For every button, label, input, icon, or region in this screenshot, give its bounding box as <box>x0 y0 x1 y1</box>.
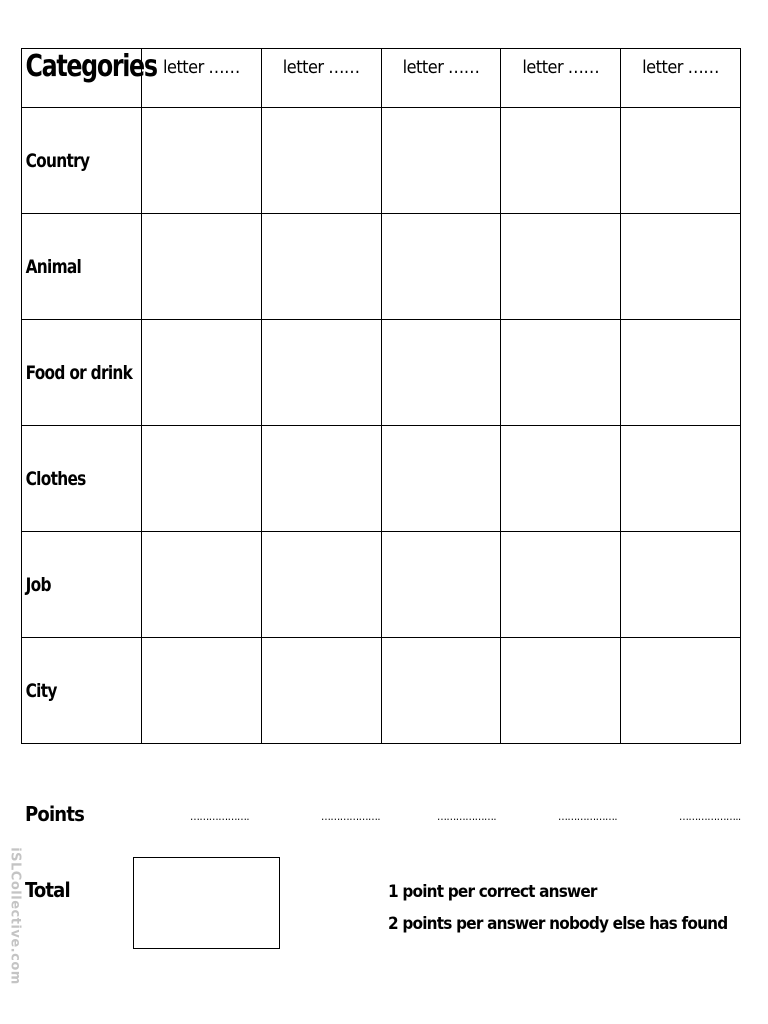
letter-column-header: letter …… <box>261 49 381 108</box>
answer-cell[interactable] <box>621 426 741 532</box>
answer-cell[interactable] <box>621 214 741 320</box>
categories-table <box>21 48 741 744</box>
answer-cell[interactable] <box>381 532 501 638</box>
total-label: Total <box>25 878 70 902</box>
table-row <box>22 638 741 744</box>
category-cell <box>22 108 142 214</box>
answer-cell[interactable] <box>501 108 621 214</box>
answer-cell[interactable] <box>381 320 501 426</box>
answer-cell[interactable] <box>501 426 621 532</box>
answer-cell[interactable] <box>501 638 621 744</box>
answer-cell[interactable] <box>142 108 262 214</box>
letter-column-header: letter …… <box>142 49 262 108</box>
answer-cell[interactable] <box>501 320 621 426</box>
answer-cell[interactable] <box>381 426 501 532</box>
letter-column-header: letter …… <box>501 49 621 108</box>
letter-column-header: letter …… <box>621 49 741 108</box>
rule-text: 2 points per answer nobody else has found <box>388 914 728 934</box>
category-cell <box>22 638 142 744</box>
category-cell <box>22 426 142 532</box>
answer-cell[interactable] <box>381 108 501 214</box>
points-blank[interactable]: ………………. <box>190 810 250 823</box>
table-row <box>22 108 741 214</box>
total-box[interactable] <box>133 857 280 949</box>
answer-cell[interactable] <box>381 214 501 320</box>
answer-cell[interactable] <box>261 320 381 426</box>
category-label: Country <box>25 149 90 172</box>
category-label: Clothes <box>25 467 86 490</box>
answer-cell[interactable] <box>142 426 262 532</box>
answer-cell[interactable] <box>261 426 381 532</box>
answer-cell[interactable] <box>501 532 621 638</box>
answer-cell[interactable] <box>621 108 741 214</box>
category-cell <box>22 320 142 426</box>
category-cell <box>22 214 142 320</box>
category-label: City <box>25 679 57 702</box>
answer-cell[interactable] <box>621 532 741 638</box>
watermark <box>4 826 26 1006</box>
answer-cell[interactable] <box>261 108 381 214</box>
answer-cell[interactable] <box>501 214 621 320</box>
rule-text: 1 point per correct answer <box>388 882 597 902</box>
categories-header-cell <box>22 49 157 108</box>
answer-cell[interactable] <box>261 638 381 744</box>
answer-cell[interactable] <box>142 532 262 638</box>
category-label: Animal <box>25 255 82 278</box>
table-row <box>22 320 741 426</box>
letter-column-header: letter …… <box>381 49 501 108</box>
table-row <box>22 426 741 532</box>
table-row <box>22 532 741 638</box>
answer-cell[interactable] <box>142 638 262 744</box>
answer-cell[interactable] <box>381 638 501 744</box>
answer-cell[interactable] <box>261 532 381 638</box>
category-cell <box>22 532 142 638</box>
answer-cell[interactable] <box>621 638 741 744</box>
points-blank[interactable]: ………………. <box>321 810 381 823</box>
category-label: Job <box>25 573 51 596</box>
points-label: Points <box>25 802 85 826</box>
points-blank[interactable]: ……………….. <box>679 810 741 823</box>
answer-cell[interactable] <box>621 320 741 426</box>
points-blank[interactable]: ………………. <box>437 810 497 823</box>
table-header-row <box>22 49 741 108</box>
points-blank[interactable]: ………………. <box>558 810 618 823</box>
answer-cell[interactable] <box>142 214 262 320</box>
watermark-text: iSLCollective.com <box>7 847 23 985</box>
answer-cell[interactable] <box>261 214 381 320</box>
categories-header: Categories <box>25 49 157 84</box>
category-label: Food or drink <box>25 361 133 384</box>
table-row <box>22 214 741 320</box>
answer-cell[interactable] <box>142 320 262 426</box>
